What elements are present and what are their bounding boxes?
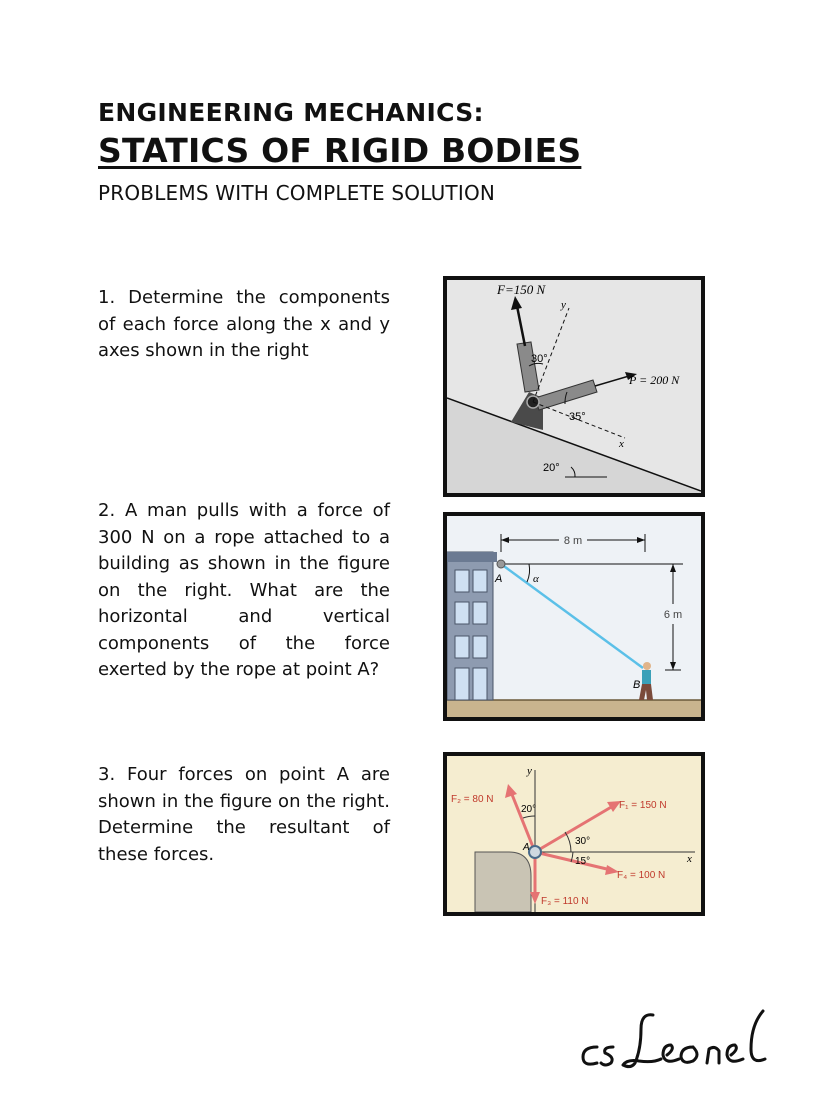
force-f3-label: F₃ = 110 N: [541, 896, 589, 907]
problem-3-text: 3. Four forces on point A are shown in the figure on the right. Determine the resultant of these forces.: [98, 764, 390, 865]
force-f1-label: F₁ = 150 N: [619, 800, 667, 811]
problem-1-text: 1. Determine the components of each force along the x and y axes shown in the right: [98, 287, 390, 361]
man-body: [642, 670, 651, 684]
problem-2-text: 2. A man pulls with a force of 300 N on a rope attached to a building as shown in the figure on the right. What are the horizontal and vertical components of the force exerted by the rope at point A?: [98, 500, 390, 680]
support-block: [475, 852, 531, 912]
problem-3-diagram: [447, 756, 701, 912]
dim-6m-label: 6 m: [663, 609, 683, 621]
subtitle: PROBLEMS WITH COMPLETE SOLUTION: [98, 181, 496, 205]
angle-30-label: 30°: [531, 353, 548, 365]
force-p-label: P = 200 N: [629, 373, 680, 387]
angle-20-label: 20°: [521, 804, 537, 815]
problem-2-diagram: [447, 516, 701, 717]
axis-y-label: y: [561, 299, 566, 311]
force-f2-label: F₂ = 80 N: [451, 794, 494, 805]
pin-a-icon: [529, 846, 541, 858]
angle-alpha-label: α: [533, 573, 539, 585]
ground: [447, 700, 701, 717]
angle-35-label: 35°: [569, 411, 586, 423]
anchor-point-a: [497, 560, 505, 568]
force-f-label: F=150 N: [497, 282, 546, 297]
point-a-label: A: [495, 573, 503, 585]
man-head: [643, 662, 651, 670]
dim-8m-label: 8 m: [563, 535, 583, 547]
signature: [575, 1005, 815, 1080]
angle-30-label: 30°: [575, 836, 591, 847]
problem-2-figure: [443, 512, 705, 721]
problem-1-figure: [443, 276, 705, 497]
point-b-label: B: [633, 679, 641, 691]
point-a-label: A: [523, 842, 530, 853]
problem-3-figure: [443, 752, 705, 916]
title-line-1: ENGINEERING MECHANICS:: [98, 98, 484, 127]
angle-15-label: 15°: [575, 856, 591, 867]
problem-1-diagram: [447, 280, 701, 493]
angle-20-label: 20°: [543, 462, 560, 474]
signature-drawing: [575, 1005, 815, 1080]
axis-x-label: x: [687, 853, 692, 865]
force-f4-label: F₄ = 100 N: [617, 870, 666, 881]
axis-y-label: y: [527, 765, 532, 777]
title-line-2: STATICS OF RIGID BODIES: [98, 131, 582, 170]
axis-x-label: x: [619, 438, 624, 450]
